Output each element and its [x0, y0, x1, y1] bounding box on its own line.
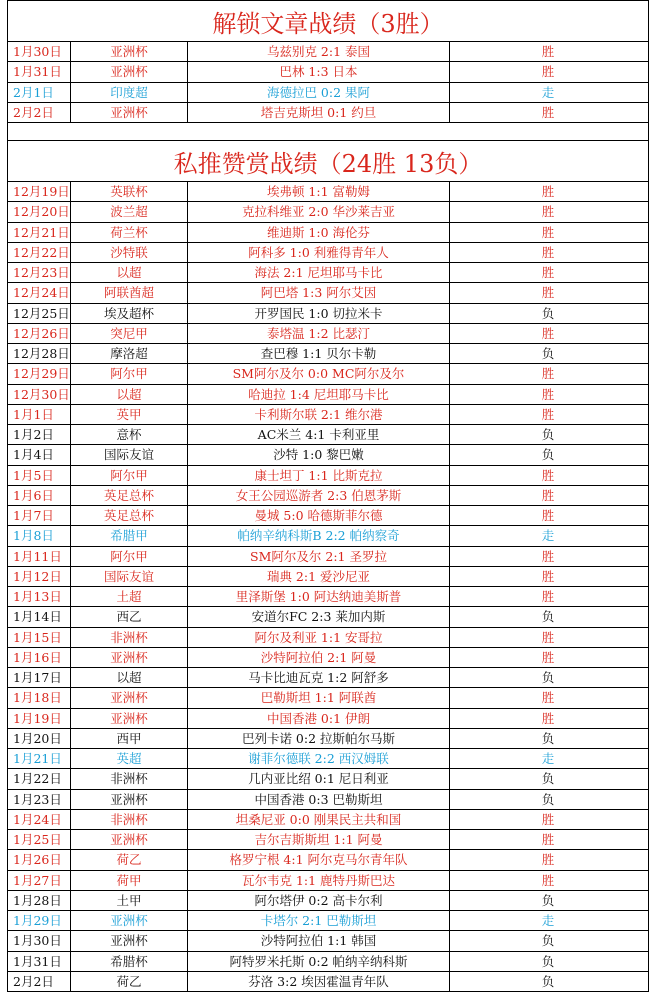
match-score: 阿特罗米托斯 0:2 帕纳辛纳科斯 [188, 952, 450, 971]
match-result: 走 [541, 913, 555, 928]
match-date: 1月6日 [8, 486, 71, 505]
league-name: 希腊杯 [71, 952, 188, 971]
league-name: 土超 [71, 587, 188, 606]
match-date: 12月21日 [8, 223, 71, 242]
match-score: SM阿尔及尔 2:1 圣罗拉 [188, 547, 450, 566]
table-row [8, 688, 648, 708]
match-score: 查巴穆 1:1 贝尔卡勒 [188, 344, 450, 363]
match-result: 胜 [541, 386, 555, 402]
table-row [8, 526, 648, 546]
league-name: 亚洲杯 [71, 911, 188, 930]
match-score: 谢菲尔德联 2:2 西汉姆联 [188, 749, 450, 768]
match-result: 胜 [541, 649, 555, 665]
match-date: 1月5日 [8, 466, 71, 485]
match-result: 胜 [541, 589, 555, 604]
match-date: 1月7日 [8, 506, 71, 525]
match-date: 12月26日 [8, 324, 71, 343]
match-date: 1月24日 [8, 810, 71, 829]
table-row [8, 425, 648, 445]
match-date: 12月25日 [8, 304, 71, 323]
match-result: 负 [541, 346, 555, 361]
match-score: 塔吉克斯坦 0:1 约旦 [188, 103, 450, 122]
match-date: 1月18日 [8, 688, 71, 707]
match-date: 1月17日 [8, 668, 71, 687]
table-row [8, 263, 648, 283]
match-date: 12月20日 [8, 202, 71, 221]
match-result: 胜 [541, 811, 555, 827]
league-name: 意杯 [71, 425, 188, 444]
match-result: 胜 [541, 184, 555, 199]
league-name: 非洲杯 [71, 769, 188, 788]
match-result: 胜 [541, 710, 555, 726]
match-date: 1月31日 [8, 62, 71, 81]
league-name: 希腊甲 [71, 526, 188, 545]
league-name: 亚洲杯 [71, 103, 188, 122]
league-name: 印度超 [71, 83, 188, 102]
match-result: 胜 [541, 629, 555, 645]
table-row [8, 83, 648, 103]
match-date: 1月14日 [8, 607, 71, 626]
match-result: 胜 [541, 265, 555, 280]
match-date: 1月12日 [8, 567, 71, 586]
table-row [8, 607, 648, 627]
section-title: 私推赞赏战绩（24胜 13负） [8, 141, 648, 182]
match-score: 卡塔尔 2:1 巴勒斯坦 [188, 911, 450, 930]
table-row [8, 405, 648, 425]
match-score: 海法 2:1 尼坦耶马卡比 [188, 263, 450, 282]
league-name: 亚洲杯 [71, 709, 188, 728]
league-name: 以超 [71, 385, 188, 404]
match-date: 1月11日 [8, 547, 71, 566]
match-date: 12月23日 [8, 263, 71, 282]
match-result: 胜 [541, 285, 555, 301]
match-result: 胜 [541, 548, 555, 564]
match-score: 坦桑尼亚 0:0 刚果民主共和国 [188, 810, 450, 829]
unlock-articles-section [8, 1, 648, 123]
match-result: 胜 [541, 244, 555, 260]
match-score: 曼城 5:0 哈德斯菲尔德 [188, 506, 450, 525]
match-score: 中国香港 0:1 伊朗 [188, 709, 450, 728]
match-score: 瑞典 2:1 爱沙尼亚 [188, 567, 450, 586]
section-title: 解锁文章战绩（3胜） [8, 1, 648, 42]
match-result: 负 [541, 791, 555, 807]
match-score: 沙特阿拉伯 2:1 阿曼 [188, 648, 450, 667]
table-row [8, 749, 648, 769]
match-date: 1月21日 [8, 749, 71, 768]
league-name: 以超 [71, 668, 188, 687]
match-result: 胜 [541, 104, 555, 120]
league-name: 亚洲杯 [71, 62, 188, 81]
match-date: 1月27日 [8, 871, 71, 890]
match-date: 1月1日 [8, 405, 71, 424]
table-row [8, 103, 648, 123]
match-result: 负 [541, 670, 555, 685]
match-result: 胜 [541, 325, 555, 341]
record-sheet [7, 0, 649, 992]
match-score: 芬洛 3:2 埃因霍温青年队 [188, 972, 450, 991]
table-row [8, 729, 648, 749]
match-result: 胜 [541, 224, 555, 240]
match-result: 胜 [541, 44, 555, 59]
match-date: 12月24日 [8, 283, 71, 302]
match-score: AC米兰 4:1 卡利亚里 [188, 425, 450, 444]
match-date: 2月2日 [8, 972, 71, 991]
match-score: 巴列卡诺 0:2 拉斯帕尔马斯 [188, 729, 450, 748]
match-result: 走 [541, 84, 555, 100]
league-name: 埃及超杯 [71, 304, 188, 323]
league-name: 波兰超 [71, 202, 188, 221]
league-name: 英足总杯 [71, 506, 188, 525]
match-date: 2月1日 [8, 83, 71, 102]
match-date: 1月26日 [8, 850, 71, 869]
table-row [8, 972, 648, 992]
league-name: 阿尔甲 [71, 364, 188, 383]
table-row [8, 385, 648, 405]
table-row [8, 911, 648, 931]
match-result: 走 [541, 528, 555, 544]
match-date: 12月28日 [8, 344, 71, 363]
match-result: 负 [541, 892, 555, 908]
match-score: 卡利斯尔联 2:1 维尔港 [188, 405, 450, 424]
league-name: 非洲杯 [71, 628, 188, 647]
table-row [8, 830, 648, 850]
table-row [8, 931, 648, 951]
match-score: 阿尔塔伊 0:2 高卡尔利 [188, 891, 450, 910]
match-result: 胜 [541, 852, 555, 868]
match-result: 胜 [541, 204, 555, 220]
league-name: 亚洲杯 [71, 830, 188, 849]
private-tips-section [8, 141, 648, 992]
league-name: 西甲 [71, 729, 188, 748]
table-row [8, 223, 648, 243]
league-name: 荷兰杯 [71, 223, 188, 242]
match-result: 负 [541, 953, 555, 969]
table-row [8, 324, 648, 344]
match-result: 胜 [541, 406, 555, 422]
match-date: 12月19日 [8, 182, 71, 201]
match-score: 开罗国民 1:0 切拉米卡 [188, 304, 450, 323]
league-name: 亚洲杯 [71, 42, 188, 61]
match-score: 沙特 1:0 黎巴嫩 [188, 445, 450, 464]
match-result: 负 [541, 305, 555, 321]
match-result: 胜 [541, 467, 555, 483]
league-name: 阿联酋超 [71, 283, 188, 302]
match-score: 里泽斯堡 1:0 阿达纳迪美斯普 [188, 587, 450, 606]
match-date: 1月30日 [8, 931, 71, 950]
match-date: 1月22日 [8, 769, 71, 788]
match-score: 阿巴塔 1:3 阿尔艾因 [188, 283, 450, 302]
league-name: 荷乙 [71, 850, 188, 869]
match-score: 哈迪拉 1:4 尼坦耶马卡比 [188, 385, 450, 404]
table-row [8, 790, 648, 810]
table-row [8, 304, 648, 324]
league-name: 国际友谊 [71, 445, 188, 464]
league-name: 英联杯 [71, 182, 188, 201]
match-score: 巴林 1:3 日本 [188, 62, 450, 81]
match-date: 1月4日 [8, 445, 71, 464]
match-result: 负 [541, 609, 555, 625]
match-result: 负 [541, 447, 555, 463]
match-date: 1月15日 [8, 628, 71, 647]
league-name: 荷甲 [71, 871, 188, 890]
match-result: 负 [541, 427, 555, 442]
match-score: 康士坦丁 1:1 比斯克拉 [188, 466, 450, 485]
table-row [8, 709, 648, 729]
league-name: 阿尔甲 [71, 547, 188, 566]
table-row [8, 952, 648, 972]
table-row [8, 628, 648, 648]
match-result: 负 [541, 933, 555, 949]
match-score: 泰塔温 1:2 比瑟汀 [188, 324, 450, 343]
match-result: 胜 [541, 508, 555, 523]
league-name: 英足总杯 [71, 486, 188, 505]
match-score: 克拉科维亚 2:0 华沙莱吉亚 [188, 202, 450, 221]
table-row [8, 445, 648, 465]
league-name: 以超 [71, 263, 188, 282]
match-score: 女王公园巡游者 2:3 伯恩茅斯 [188, 486, 450, 505]
table-row [8, 466, 648, 486]
match-date: 1月20日 [8, 729, 71, 748]
table-row [8, 42, 648, 62]
table-row [8, 587, 648, 607]
table-row [8, 182, 648, 202]
league-name: 非洲杯 [71, 810, 188, 829]
table-row [8, 769, 648, 789]
table-row [8, 486, 648, 506]
league-name: 沙特联 [71, 243, 188, 262]
league-name: 荷乙 [71, 972, 188, 991]
match-score: 几内亚比绍 0:1 尼日利亚 [188, 769, 450, 788]
match-result: 胜 [541, 832, 555, 847]
match-date: 1月25日 [8, 830, 71, 849]
league-name: 阿尔甲 [71, 466, 188, 485]
match-score: 马卡比迪瓦克 1:2 阿舒多 [188, 668, 450, 687]
table-row [8, 344, 648, 364]
match-date: 1月2日 [8, 425, 71, 444]
league-name: 亚洲杯 [71, 931, 188, 950]
match-score: 沙特阿拉伯 1:1 韩国 [188, 931, 450, 950]
match-date: 1月16日 [8, 648, 71, 667]
table-row [8, 871, 648, 891]
match-date: 12月29日 [8, 364, 71, 383]
table-row [8, 62, 648, 82]
table-row [8, 283, 648, 303]
league-name: 土甲 [71, 891, 188, 910]
match-date: 1月8日 [8, 526, 71, 545]
match-score: 阿尔及利亚 1:1 安哥拉 [188, 628, 450, 647]
match-result: 胜 [541, 366, 555, 382]
league-name: 西乙 [71, 607, 188, 626]
match-date: 1月13日 [8, 587, 71, 606]
match-score: 安道尔FC 2:3 莱加内斯 [188, 607, 450, 626]
league-name: 英甲 [71, 405, 188, 424]
match-result: 胜 [541, 487, 555, 503]
table-row [8, 202, 648, 222]
match-score: 吉尔吉斯斯坦 1:1 阿曼 [188, 830, 450, 849]
match-result: 走 [541, 751, 555, 766]
match-result: 负 [541, 973, 555, 989]
match-score: 乌兹别克 2:1 泰国 [188, 42, 450, 61]
match-score: 中国香港 0:3 巴勒斯坦 [188, 790, 450, 809]
league-name: 亚洲杯 [71, 648, 188, 667]
match-result: 胜 [541, 568, 555, 584]
match-result: 胜 [541, 64, 555, 80]
match-score: 阿科多 1:0 利雅得青年人 [188, 243, 450, 262]
table-row [8, 668, 648, 688]
match-result: 负 [541, 730, 555, 746]
league-name: 英超 [71, 749, 188, 768]
league-name: 突尼甲 [71, 324, 188, 343]
match-result: 负 [541, 771, 555, 787]
table-row [8, 648, 648, 668]
match-date: 1月30日 [8, 42, 71, 61]
league-name: 亚洲杯 [71, 688, 188, 707]
match-date: 12月22日 [8, 243, 71, 262]
table-row [8, 567, 648, 587]
table-row [8, 891, 648, 911]
match-score: 维迪斯 1:0 海伦芬 [188, 223, 450, 242]
match-date: 1月28日 [8, 891, 71, 910]
match-date: 1月31日 [8, 952, 71, 971]
match-date: 1月23日 [8, 790, 71, 809]
match-date: 1月19日 [8, 709, 71, 728]
match-result: 胜 [541, 690, 555, 706]
match-date: 1月29日 [8, 911, 71, 930]
league-name: 亚洲杯 [71, 790, 188, 809]
table-row [8, 506, 648, 526]
table-row [8, 810, 648, 830]
table-row [8, 547, 648, 567]
section-gap [8, 123, 648, 141]
league-name: 摩洛超 [71, 344, 188, 363]
match-score: 埃弗顿 1:1 富勒姆 [188, 182, 450, 201]
match-score: 巴勒斯坦 1:1 阿联酋 [188, 688, 450, 707]
match-score: 帕纳辛纳科斯B 2:2 帕纳察奇 [188, 526, 450, 545]
table-row [8, 243, 648, 263]
match-score: SM阿尔及尔 0:0 MC阿尔及尔 [188, 364, 450, 383]
table-row [8, 850, 648, 870]
match-score: 瓦尔韦克 1:1 鹿特丹斯巴达 [188, 871, 450, 890]
match-date: 12月30日 [8, 385, 71, 404]
table-row [8, 364, 648, 384]
league-name: 国际友谊 [71, 567, 188, 586]
match-score: 海德拉巴 0:2 果阿 [188, 83, 450, 102]
match-score: 格罗宁根 4:1 阿尔克马尔青年队 [188, 850, 450, 869]
match-date: 2月2日 [8, 103, 71, 122]
match-result: 胜 [541, 872, 555, 888]
